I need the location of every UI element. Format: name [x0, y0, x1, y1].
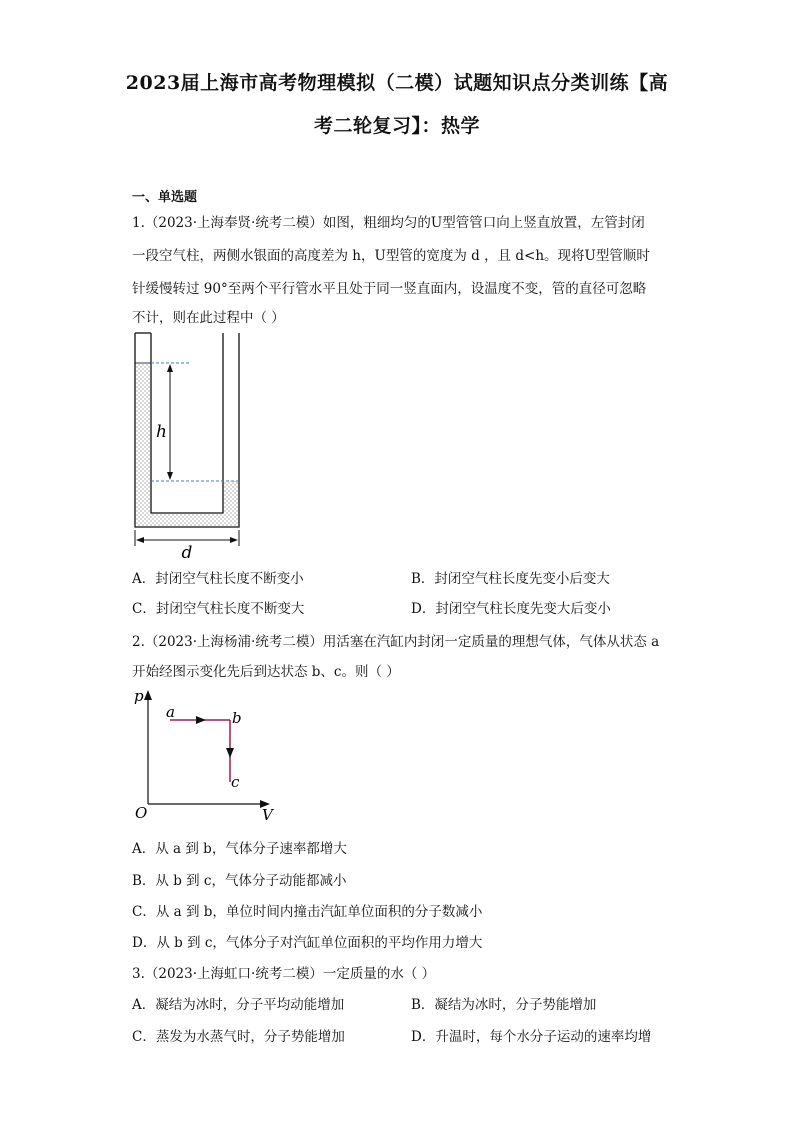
origin-label: O [135, 804, 148, 822]
q2-pv-graph [128, 686, 288, 826]
page-title-line-1: 2023届上海市高考物理模拟（二模）试题知识点分类训练【高 [125, 72, 669, 94]
h-arrow-down [167, 472, 173, 480]
q1-option-d: D．封闭空气柱长度先变大后变小 [411, 601, 611, 617]
q1-stem-line-2: 一段空气柱，两侧水银面的高度差为 h，U型管的宽度为 d ，且 d<h。现将U型管顺时 [132, 248, 650, 264]
q2-option-d: D．从 b 到 c，气体分子对汽缸单位面积的平均作用力增大 [132, 935, 483, 951]
q1-stem-line-4: 不计，则在此过程中（ ） [132, 310, 285, 326]
d-arrow-right [230, 537, 238, 543]
state-c-label: c [231, 773, 240, 791]
q1-stem-line-3: 针缓慢转过 90°至两个平行管水平且处于同一竖直面内，设温度不变，管的直径可忽略 [132, 281, 647, 297]
arrow-a-to-b [196, 716, 206, 724]
h-arrow-up [167, 364, 173, 372]
state-b-label: b [232, 709, 242, 727]
v-axis-label: V [262, 806, 273, 824]
q1-option-a: A．封闭空气柱长度不断变小 [132, 571, 304, 587]
q2-option-c: C．从 a 到 b，单位时间内撞击汽缸单位面积的分子数减小 [132, 904, 483, 920]
q3-option-b: B．凝结为冰时，分子势能增加 [411, 997, 597, 1013]
section-heading: 一、单选题 [132, 190, 198, 205]
q3-stem: 3.（2023·上海虹口·统考二模）一定质量的水（ ） [132, 966, 436, 982]
arrow-b-to-c [226, 748, 234, 758]
h-label: h [156, 422, 167, 442]
state-a-label: a [166, 703, 175, 721]
p-axis-arrow [144, 690, 152, 700]
q3-option-c: C．蒸发为水蒸气时，分子势能增加 [132, 1029, 345, 1045]
q2-stem-line-1: 2.（2023·上海杨浦·统考二模）用活塞在汽缸内封闭一定质量的理想气体，气体从状态 a [132, 634, 660, 650]
q1-u-tube-figure [128, 330, 248, 562]
p-axis-label: p [134, 687, 144, 705]
d-label: d [181, 543, 193, 562]
d-arrow-left [136, 537, 144, 543]
q1-option-b: B．封闭空气柱长度先变小后变大 [411, 571, 610, 587]
q1-stem-line-1: 1.（2023·上海奉贤·统考二模）如图，粗细均匀的U型管管口向上竖直放置，左管封闭 [132, 215, 645, 231]
q3-option-a: A．凝结为冰时，分子平均动能增加 [132, 997, 345, 1013]
q2-option-a: A．从 a 到 b，气体分子速率都增大 [132, 841, 347, 857]
q1-option-c: C．封闭空气柱长度不断变大 [132, 601, 305, 617]
q2-stem-line-2: 开始经图示变化先后到达状态 b、c。则（ ） [132, 664, 400, 680]
q2-option-b: B．从 b 到 c，气体分子动能都减小 [132, 873, 347, 889]
page-title-line-2: 考二轮复习】：热学 [313, 115, 480, 137]
q3-option-d: D．升温时，每个水分子运动的速率均增 [411, 1029, 652, 1045]
